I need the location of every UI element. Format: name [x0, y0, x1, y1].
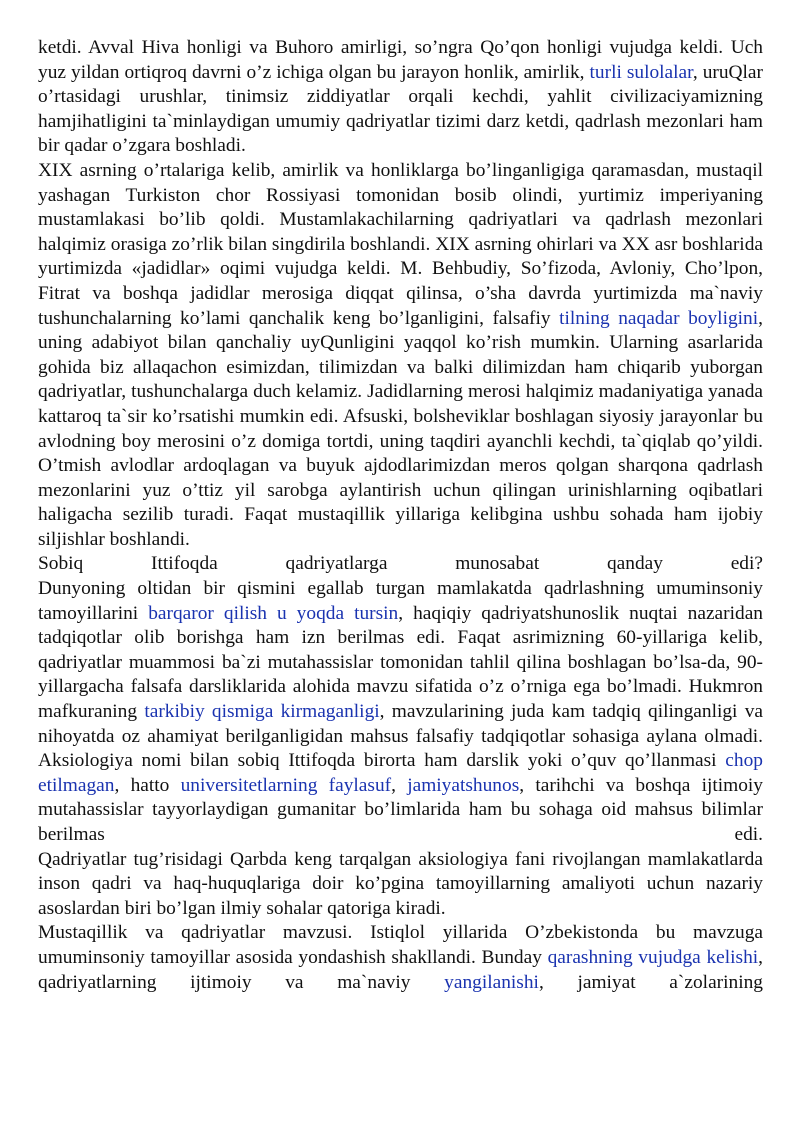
- inline-link[interactable]: qarashning vujudga kelishi: [547, 946, 759, 968]
- paragraph: [38, 36, 763, 159]
- inline-link[interactable]: barqaror qilish u yoqda tursin: [148, 602, 399, 624]
- document-page: [38, 36, 763, 995]
- paragraph: [38, 577, 763, 848]
- text-segment: ketdi. Avval Hiva honligi va Buhoro amirligi, so’ngra Qo’qon honligi vujudga keldi. Uch yuz yildan ortiqroq davrni o’z ichiga olgan bu jarayon honlik, amirlik,: [38, 37, 763, 83]
- text-segment: , tarihchi va boshqa ijtimoiy mutahassislar tayyorlaydigan gumanitar bo’limlarida ham bu sohaga oid mahsus bilimlar berilmas edi.: [38, 774, 763, 845]
- text-segment: Sobiq Ittifoqda qadriyatlarga munosabat qanday edi?: [38, 553, 763, 575]
- inline-link[interactable]: universitetlarning faylasuf: [180, 774, 392, 796]
- inline-link[interactable]: turli sulolalar: [589, 61, 693, 83]
- text-segment: , jamiyat a`zolarining: [538, 971, 763, 993]
- inline-link[interactable]: tilning naqadar boyligini: [559, 307, 759, 329]
- text-segment: Qadriyatlar tug’risidagi Qarbda keng tarqalgan aksiologiya fani rivojlangan mamlakatlarda inson qadri va haq-huquqlariga doir ko’pgina tamoyillarning amaliyoti uchun nazariy asoslardan biri bo’lgan ilmiy sohalar qatoriga kiradi.: [38, 848, 763, 919]
- paragraph: [38, 848, 763, 922]
- text-segment: ,: [391, 774, 408, 796]
- paragraph: [38, 552, 763, 577]
- inline-link[interactable]: yangilanishi: [444, 971, 539, 993]
- text-segment: , mavzularining juda kam tadqiq qilinganligi va nihoyatda oz ahamiyat berilganligidan mahsus falsafiy tadqiqotlar sohasiga aylana olmadi. Aksiologiya nomi bilan sobiq Ittifoqda birorta ham darslik yoki o’quv qo’llanmasi: [38, 701, 763, 772]
- text-segment: Mustaqillik va qadriyatlar mavzusi. Istiqlol yillarida O’zbekistonda bu mavzuga umuminsoniy tamoyillar asosida yondashish shakllandi. Bunday: [38, 922, 763, 968]
- text-segment: , qadriyatlarning ijtimoiy va ma`naviy: [38, 946, 764, 993]
- inline-link[interactable]: chop etilmagan: [38, 750, 763, 796]
- text-segment: Dunyoning oltidan bir qismini egallab turgan mamlakatda qadrlashning umuminsoniy tamoyillarini: [38, 578, 763, 624]
- text-segment: , haqiqiy qadriyatshunoslik nuqtai nazaridan tadqiqotlar olib borishga ham izn berilmas edi. Faqat asrimizning 60-yillariga kelib, qadriyatlar muammosi ba`zi mutahassislar tomonidan tahlil qilina boshlagan bo’lsa-da, 90-yillargacha falsafa darsliklarida alohida mavzu sifatida o’z o’rniga ega bo’lmadi. Hukmron mafkuraning: [38, 602, 763, 723]
- paragraph: [38, 159, 763, 553]
- inline-link[interactable]: jamiyatshunos: [407, 774, 520, 796]
- text-segment: XIX asrning o’rtalariga kelib, amirlik va honliklarga bo’linganligiga qaramasdan, mustaqil yashagan Turkiston chor Rossiyasi tomonidan bosib olindi, yurtimiz imperiyaning mustamlakasi bo’lib qoldi. Mustamlakachilarning qadriyatlari va qadrlash mezonlari halqimiz orasiga zo’rlik bilan singdirila boshlandi. XIX asrning ohirlari va XX asr boshlarida yurtimizda «jadidlar» oqimi vujudga keldi. M. Behbudiy, So’fizoda, Avloniy, Cho’lpon, Fitrat va boshqa jadidlar merosiga diqqat qilinsa, o’sha davrda yurtimizda ma`naviy tushunchalarning ko’lami qanchalik keng bo’lganligini, falsafiy: [38, 159, 763, 329]
- text-segment: , uning adabiyot bilan qanchaliy uyQunligini yaqqol ko’rish mumkin. Ularning asarlarida gohida biz allaqachon esimizdan, tilimizdan va balki dilimizdan ham chiqarib yuborgan qadriyatlar, tushunchalarga duch kelamiz. Jadidlarning merosi halqimiz madaniyatiga yanada kattaroq ta`sir ko’rsatishi mumkin edi. Afsuski, bolsheviklar boshlagan siyosiy jarayonlar bu avlodning boy merosini o’z domiga tortdi, uning taqdiri ayanchli kechdi, ta`qiqlab qo’yildi. O’tmish avlodlar ardoqlagan va buyuk ajdodlarimizdan meros qolgan sharqona qadrlash mezonlarini yuz o’ttiz yil sarobga aylantirish uchun qilingan urinishlarning oqibatlari haligacha sezilib turadi. Faqat mustaqillik yillariga kelibgina ushbu sohada ham ijobiy siljishlar boshlandi.: [38, 307, 763, 550]
- inline-link[interactable]: tarkibiy qismiga kirmaganligi: [144, 701, 380, 723]
- text-segment: , uruQlar o’rtasidagi urushlar, tinimsiz ziddiyatlar orqali kechdi, yahlit civilizaciyamizning hamjihatligini ta`minlaydigan umumiy qadriyatlar tizimi darz ketdi, qadrlash mezonlari ham bir qadar o’zgara boshladi.: [38, 61, 763, 157]
- paragraph: [38, 921, 763, 995]
- text-segment: , hatto: [114, 774, 181, 796]
